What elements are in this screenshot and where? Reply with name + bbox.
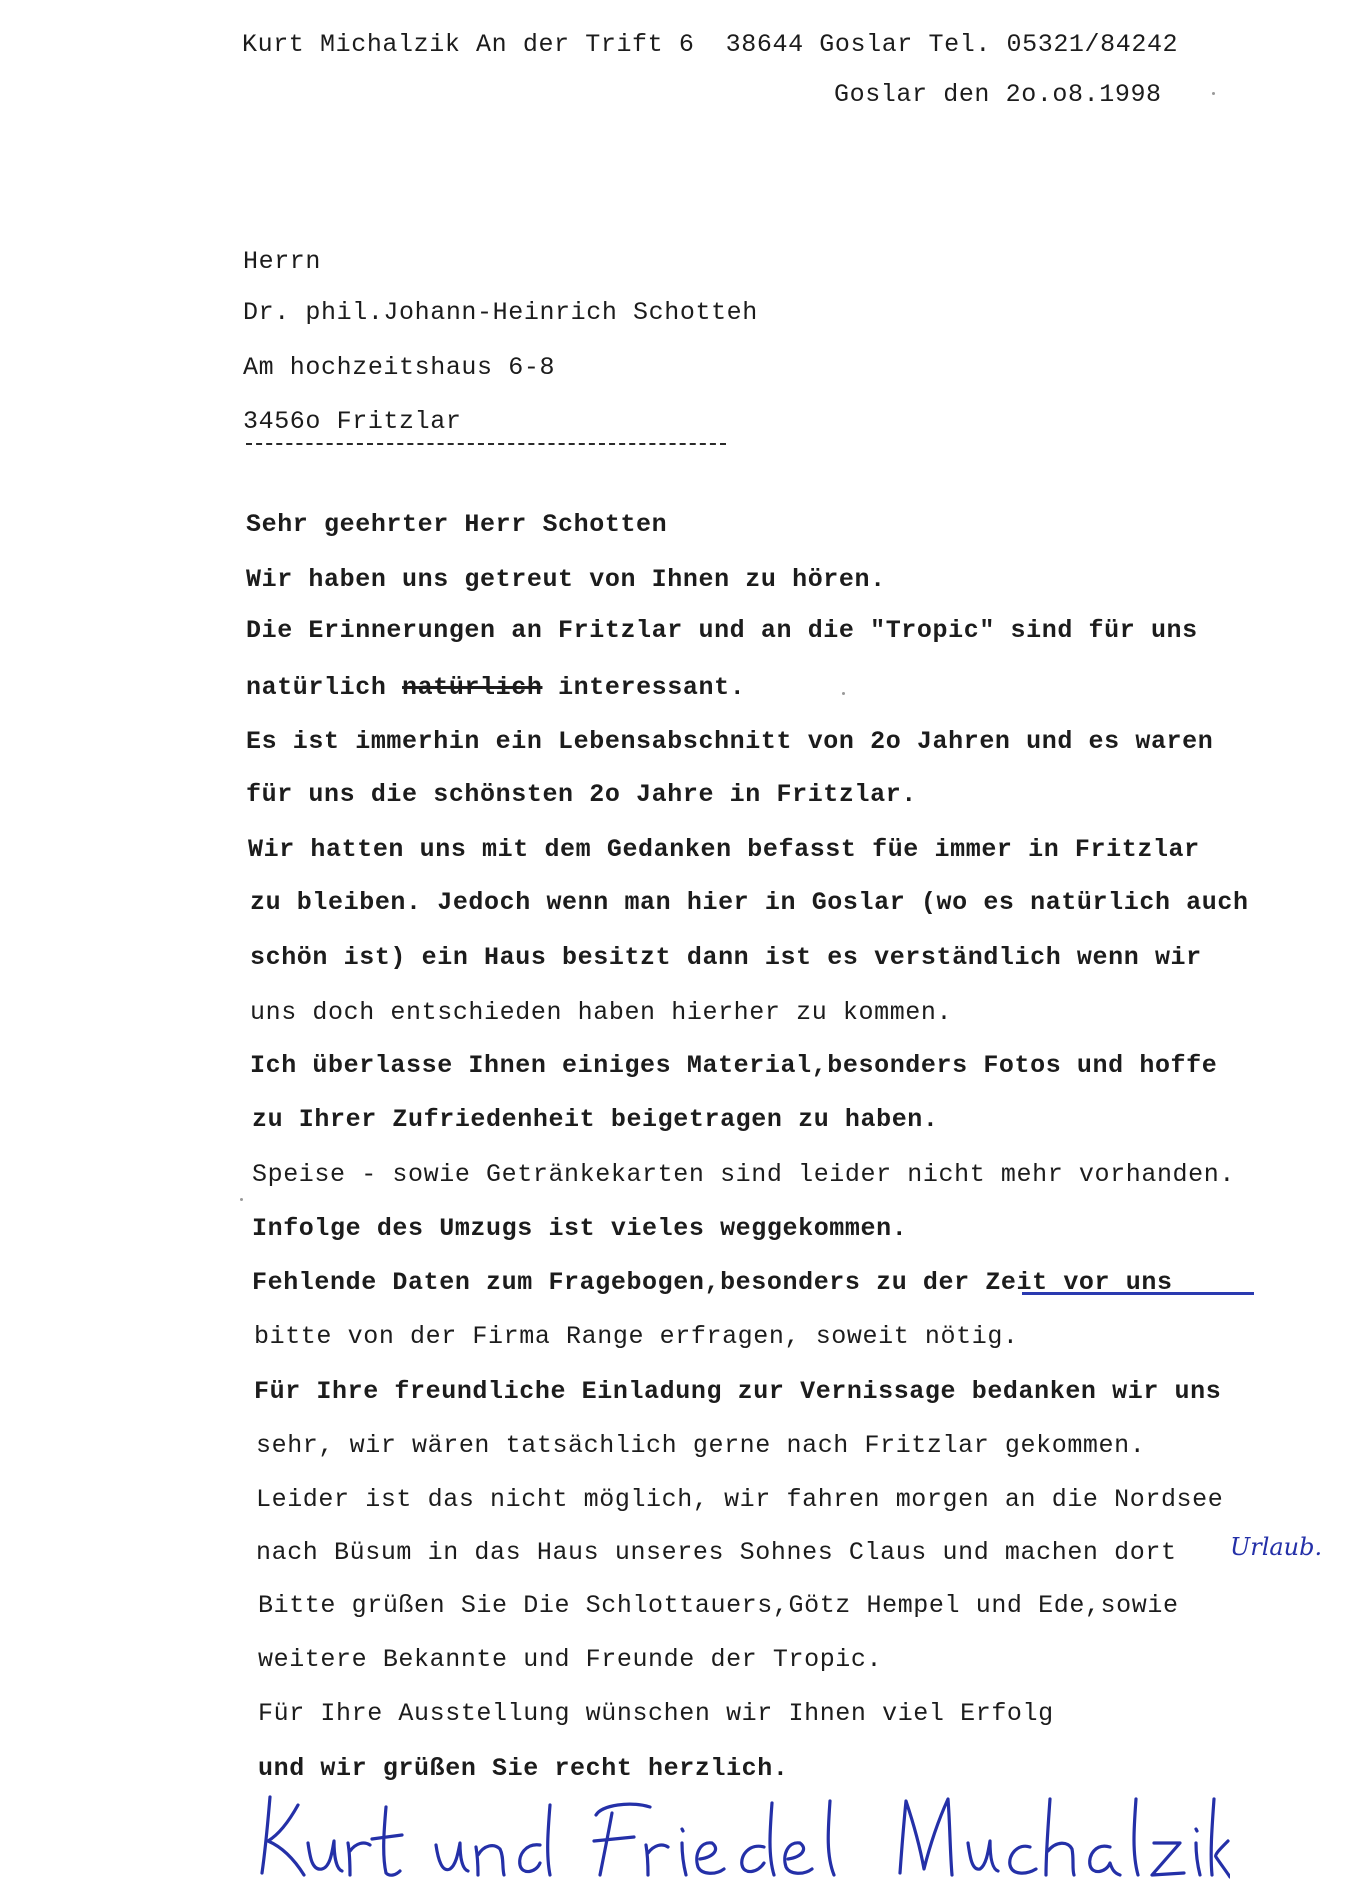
body-line: und wir grüßen Sie recht herzlich. [258, 1754, 789, 1783]
body-line: Wir haben uns getreut von Ihnen zu hören. [246, 565, 886, 594]
body-line: Für Ihre Ausstellung wünschen wir Ihnen viel Erfolg [258, 1699, 1054, 1728]
body-line: nach Büsum in das Haus unseres Sohnes Claus und machen dort [256, 1538, 1177, 1567]
body-line: weitere Bekannte und Freunde der Tropic. [258, 1645, 883, 1674]
body-line: sehr, wir wären tatsächlich gerne nach Fritzlar gekommen. [256, 1431, 1146, 1460]
body-line: Die Erinnerungen an Fritzlar und an die "Tropic" sind für uns [246, 616, 1198, 645]
handwritten-note: Urlaub. [1230, 1533, 1323, 1561]
body-line [246, 673, 745, 703]
body-line: zu Ihrer Zufriedenheit beigetragen zu haben. [252, 1105, 939, 1134]
letter-greeting: Sehr geehrter Herr Schotten [246, 510, 668, 539]
scan-speck [1212, 92, 1215, 95]
body-line: Es ist immerhin ein Lebensabschnitt von 2o Jahren und es waren [246, 727, 1214, 756]
body-line: Fehlende Daten zum Fragebogen,besonders zu der Zeit vor uns [252, 1268, 1173, 1297]
body-line: Für Ihre freundliche Einladung zur Vernissage bedanken wir uns [254, 1377, 1222, 1406]
handwritten-signature [250, 1785, 1230, 1880]
recipient-street: Am hochzeitshaus 6-8 [243, 353, 556, 382]
address-divider [246, 443, 726, 445]
body-line: Leider ist das nicht möglich, wir fahren morgen an die Nordsee [256, 1485, 1224, 1514]
scan-speck [842, 692, 845, 695]
body-line: für uns die schönsten 2o Jahre in Fritzlar. [246, 780, 917, 809]
recipient-salutation: Herrn [243, 247, 322, 276]
body-line: Bitte grüßen Sie Die Schlottauers,Götz Hempel und Ede,sowie [258, 1591, 1179, 1620]
body-line: bitte von der Firma Range erfragen, soweit nötig. [254, 1322, 1019, 1351]
handwritten-underline [1022, 1292, 1254, 1295]
body-text: interessant. [542, 673, 746, 702]
body-line: Ich überlasse Ihnen einiges Material,besonders Fotos und hoffe [250, 1051, 1218, 1080]
body-line: schön ist) ein Haus besitzt dann ist es verständlich wenn wir [250, 943, 1202, 972]
body-line: Speise - sowie Getränkekarten sind leider nicht mehr vorhanden. [252, 1160, 1235, 1189]
recipient-city: 3456o Fritzlar [243, 407, 462, 436]
struck-word: natürlich [402, 673, 543, 702]
sender-letterhead: Kurt Michalzik An der Trift 6 38644 Goslar Tel. 05321/84242 [242, 30, 1179, 59]
body-line: zu bleiben. Jedoch wenn man hier in Goslar (wo es natürlich auch [250, 888, 1249, 917]
body-line: uns doch entschieden haben hierher zu kommen. [250, 998, 953, 1027]
letter-date: Goslar den 2o.o8.1998 [834, 80, 1162, 109]
body-text: natürlich [246, 673, 403, 702]
body-line: Wir hatten uns mit dem Gedanken befasst füe immer in Fritzlar [248, 835, 1200, 864]
scan-speck [240, 1198, 243, 1201]
recipient-name: Dr. phil.Johann-Heinrich Schotteh [243, 298, 758, 327]
body-line: Infolge des Umzugs ist vieles weggekommen. [252, 1214, 908, 1243]
